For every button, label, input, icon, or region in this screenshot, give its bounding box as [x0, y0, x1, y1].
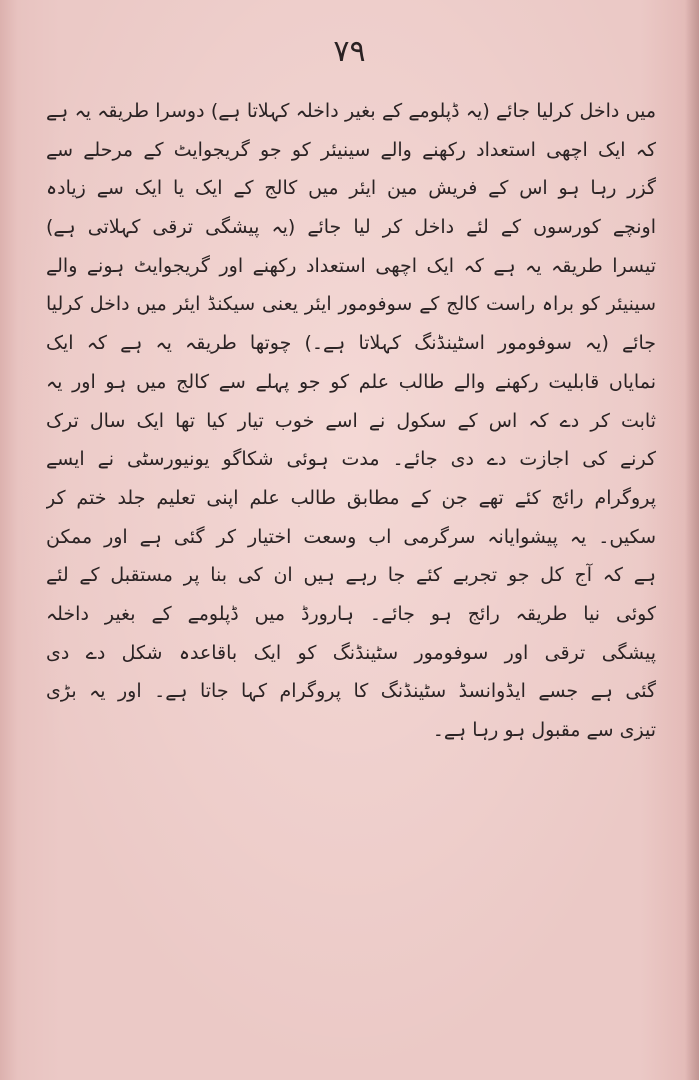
text-line-14: کوئی نیا طریقہ رائج ہو جائے۔ ہارورڈ میں ڈپلومے کے بغیر داخلہ — [46, 602, 656, 625]
text-line-3: گزر رہا ہو اس کے فریش مین ایئر میں کالج کے ایک یا ایک سے زیادہ — [46, 177, 656, 200]
text-line-16: گئی ہے جسے ایڈوانسڈ سٹینڈنگ کا پروگرام کہا جاتا ہے۔ اور یہ بڑی — [46, 680, 656, 703]
text-line-8: نمایاں قابلیت رکھنے والے طالب علم کو جو پہلے سے کالج میں ہو اور یہ — [46, 370, 656, 393]
text-line-6: سینیئر کو براہ راست کالج کے سوفومور ایئر یعنی سیکنڈ ایئر میں داخل کرلیا — [46, 293, 656, 316]
text-line-4: اونچے کورسوں کے لئے داخل کر لیا جائے (یہ پیشگی ترقی کہلاتی ہے) — [46, 216, 656, 239]
text-line-2: کہ ایک اچھی استعداد رکھنے والے سینیئر کو جو گریجوایٹ کے مرحلے سے — [46, 138, 656, 161]
body-text — [46, 92, 656, 750]
text-line-5: تیسرا طریقہ یہ ہے کہ ایک اچھی استعداد رکھنے اور گریجوایٹ ہونے والے — [46, 254, 656, 277]
text-line-7: جائے (یہ سوفومور اسٹینڈنگ کہلاتا ہے۔) چوتھا طریقہ یہ ہے کہ ایک — [46, 332, 656, 355]
text-line-1: میں داخل کرلیا جائے (یہ ڈپلومے کے بغیر داخلہ کہلاتا ہے) دوسرا طریقہ یہ ہے — [46, 100, 656, 122]
text-line-10: کرنے کی اجازت دے دی جائے۔ مدت ہوئی شکاگو یونیورسٹی نے ایسے — [46, 448, 656, 471]
page-number: ۷۹ — [333, 34, 366, 69]
text-line-13: ہے کہ آج کل جو تجربے کئے جا رہے ہیں ان کی بنا پر مستقبل کے لئے — [46, 564, 656, 587]
page-edge-shadow — [685, 0, 699, 1080]
text-line-15: پیشگی ترقی اور سوفومور سٹینڈنگ کو ایک باقاعدہ شکل دے دی — [46, 641, 656, 664]
text-line-9: ثابت کر دے کہ اس کے سکول نے اسے خوب تیار کیا تھا ایک سال ترک — [46, 409, 656, 432]
text-line-12: سکیں۔ یہ پیشوایانہ سرگرمی اب وسعت اختیار کر گئی ہے اور ممکن — [46, 525, 656, 548]
text-line-11: پروگرام رائج کئے تھے جن کے مطابق طالب علم اپنی تعلیم جلد ختم کر — [46, 486, 656, 509]
text-line-17: تیزی سے مقبول ہو رہا ہے۔ — [432, 719, 656, 741]
